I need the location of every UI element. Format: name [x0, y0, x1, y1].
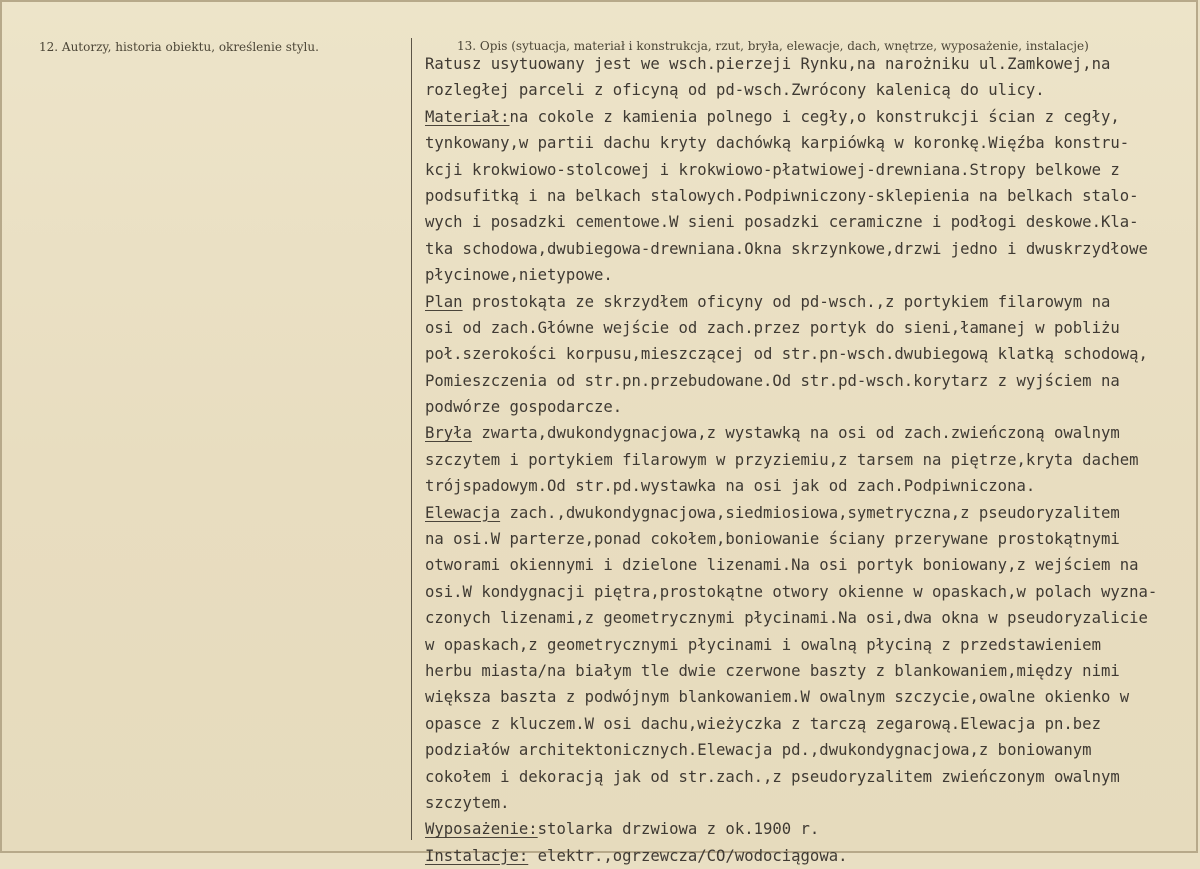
field-12-label: 12. Autorzy, historia obiektu, określenie stylu.: [39, 40, 319, 54]
line-text: tka schodowa,dwubiegowa-drewniana.Okna skrzynkowe,drzwi jedno i dwuskrzydłowe: [425, 239, 1148, 258]
line-text: podziałów architektonicznych.Elewacja pd.,dwukondygnacjowa,z boniowanym: [425, 741, 1092, 760]
description-line: [425, 183, 1200, 209]
line-text: wych i posadzki cementowe.W sieni posadzki ceramiczne i podłogi deskowe.Kla-: [425, 213, 1139, 232]
description-line: [425, 473, 1200, 499]
section-heading: Instalacje:: [425, 846, 529, 865]
description-line: [425, 130, 1200, 156]
section-heading: Bryła: [425, 424, 472, 443]
line-text: otworami okiennymi i dzielone lizenami.Na osi portyk boniowany,z wejściem na: [425, 556, 1139, 575]
description-line: [425, 262, 1200, 288]
description-line: [425, 51, 1200, 77]
line-text: Pomieszczenia od str.pn.przebudowane.Od str.pd-wsch.korytarz z wyjściem na: [425, 371, 1120, 390]
column-divider: [411, 38, 412, 840]
line-text: prostokąta ze skrzydłem oficyny od pd-wsch.,z portykiem filarowym na: [462, 292, 1111, 311]
description-line: [425, 236, 1200, 262]
description-line: [425, 552, 1200, 578]
description-line: [425, 526, 1200, 552]
description-line: [425, 500, 1200, 526]
description-line: [425, 579, 1200, 605]
line-text: osi od zach.Główne wejście od zach.przez portyk do sieni,łamanej w pobliżu: [425, 318, 1120, 337]
line-text: płycinowe,nietypowe.: [425, 266, 613, 285]
line-text: poł.szerokości korpusu,mieszczącej od str.pn-wsch.dwubiegową klatką schodową,: [425, 345, 1148, 364]
description-line: [425, 843, 1200, 869]
description-line: [425, 315, 1200, 341]
description-line: [425, 605, 1200, 631]
line-text: czonych lizenami,z geometrycznymi płycinami.Na osi,dwa okna w pseudoryzalicie: [425, 609, 1148, 628]
description-line: [425, 790, 1200, 816]
description-line: [425, 684, 1200, 710]
field-13-label: 13. Opis (sytuacja, materiał i konstrukcja, rzut, bryła, elewacje, dach, wnętrze, wyposażenie, instalacje): [457, 39, 1089, 53]
description-line: [425, 104, 1200, 130]
line-text: opasce z kluczem.W osi dachu,wieżyczka z tarczą zegarową.Elewacja pn.bez: [425, 714, 1101, 733]
line-text: cokołem i dekoracją jak od str.zach.,z pseudoryzalitem zwieńczonym owalnym: [425, 767, 1120, 786]
description-line: [425, 289, 1200, 315]
line-text: elektr.,ogrzewcza/CO/wodociągowa.: [528, 846, 848, 865]
section-heading: Materiał:: [425, 107, 510, 126]
description-line: [425, 368, 1200, 394]
line-text: na osi.W parterze,ponad cokołem,boniowanie ściany przerywane prostokątnymi: [425, 530, 1120, 549]
typed-description: [425, 51, 1200, 869]
description-line: [425, 764, 1200, 790]
line-text: kcji krokwiowo-stolcowej i krokwiowo-płatwiowej-drewniana.Stropy belkowe z: [425, 160, 1120, 179]
line-text: zach.,dwukondygnacjowa,siedmiosiowa,symetryczna,z pseudoryzalitem: [500, 503, 1120, 522]
line-text: osi.W kondygnacji piętra,prostokątne otwory okienne w opaskach,w polach wyzna-: [425, 582, 1158, 601]
line-text: szczytem i portykiem filarowym w przyziemiu,z tarsem na piętrze,kryta dachem: [425, 450, 1139, 469]
description-line: [425, 658, 1200, 684]
description-line: [425, 341, 1200, 367]
line-text: Ratusz usytuowany jest we wsch.pierzeji Rynku,na narożniku ul.Zamkowej,na: [425, 55, 1111, 73]
line-text: rozległej parceli z oficyną od pd-wsch.Zwrócony kalenicą do ulicy.: [425, 81, 1045, 100]
description-line: [425, 209, 1200, 235]
line-text: większa baszta z podwójnym blankowaniem.W owalnym szczycie,owalne okienko w: [425, 688, 1130, 707]
section-heading: Wyposażenie:: [425, 820, 538, 839]
section-heading: Plan: [425, 292, 463, 311]
description-line: [425, 632, 1200, 658]
description-line: [425, 394, 1200, 420]
line-text: stolarka drzwiowa z ok.1900 r.: [537, 820, 820, 839]
line-text: trójspadowym.Od str.pd.wystawka na osi jak od zach.Podpiwniczona.: [425, 477, 1036, 496]
description-line: [425, 816, 1200, 842]
line-text: zwarta,dwukondygnacjowa,z wystawką na osi od zach.zwieńczoną owalnym: [471, 424, 1120, 443]
description-line: [425, 711, 1200, 737]
description-line: [425, 447, 1200, 473]
line-text: tynkowany,w partii dachu kryty dachówką karpiówką w koronkę.Więźba konstru-: [425, 134, 1130, 153]
line-text: podwórze gospodarcze.: [425, 398, 623, 417]
description-line: [425, 77, 1200, 103]
description-line: [425, 157, 1200, 183]
line-text: w opaskach,z geometrycznymi płycinami i owalną płyciną z przedstawieniem: [425, 635, 1101, 654]
description-line: [425, 737, 1200, 763]
section-heading: Elewacja: [425, 503, 501, 522]
line-text: na cokole z kamienia polnego i cegły,o konstrukcji ścian z cegły,: [509, 107, 1120, 126]
description-line: [425, 420, 1200, 446]
line-text: podsufitką i na belkach stalowych.Podpiwniczony-sklepienia na belkach stalo-: [425, 186, 1139, 205]
line-text: herbu miasta/na białym tle dwie czerwone baszty z blankowaniem,między nimi: [425, 661, 1120, 680]
line-text: szczytem.: [425, 793, 510, 812]
